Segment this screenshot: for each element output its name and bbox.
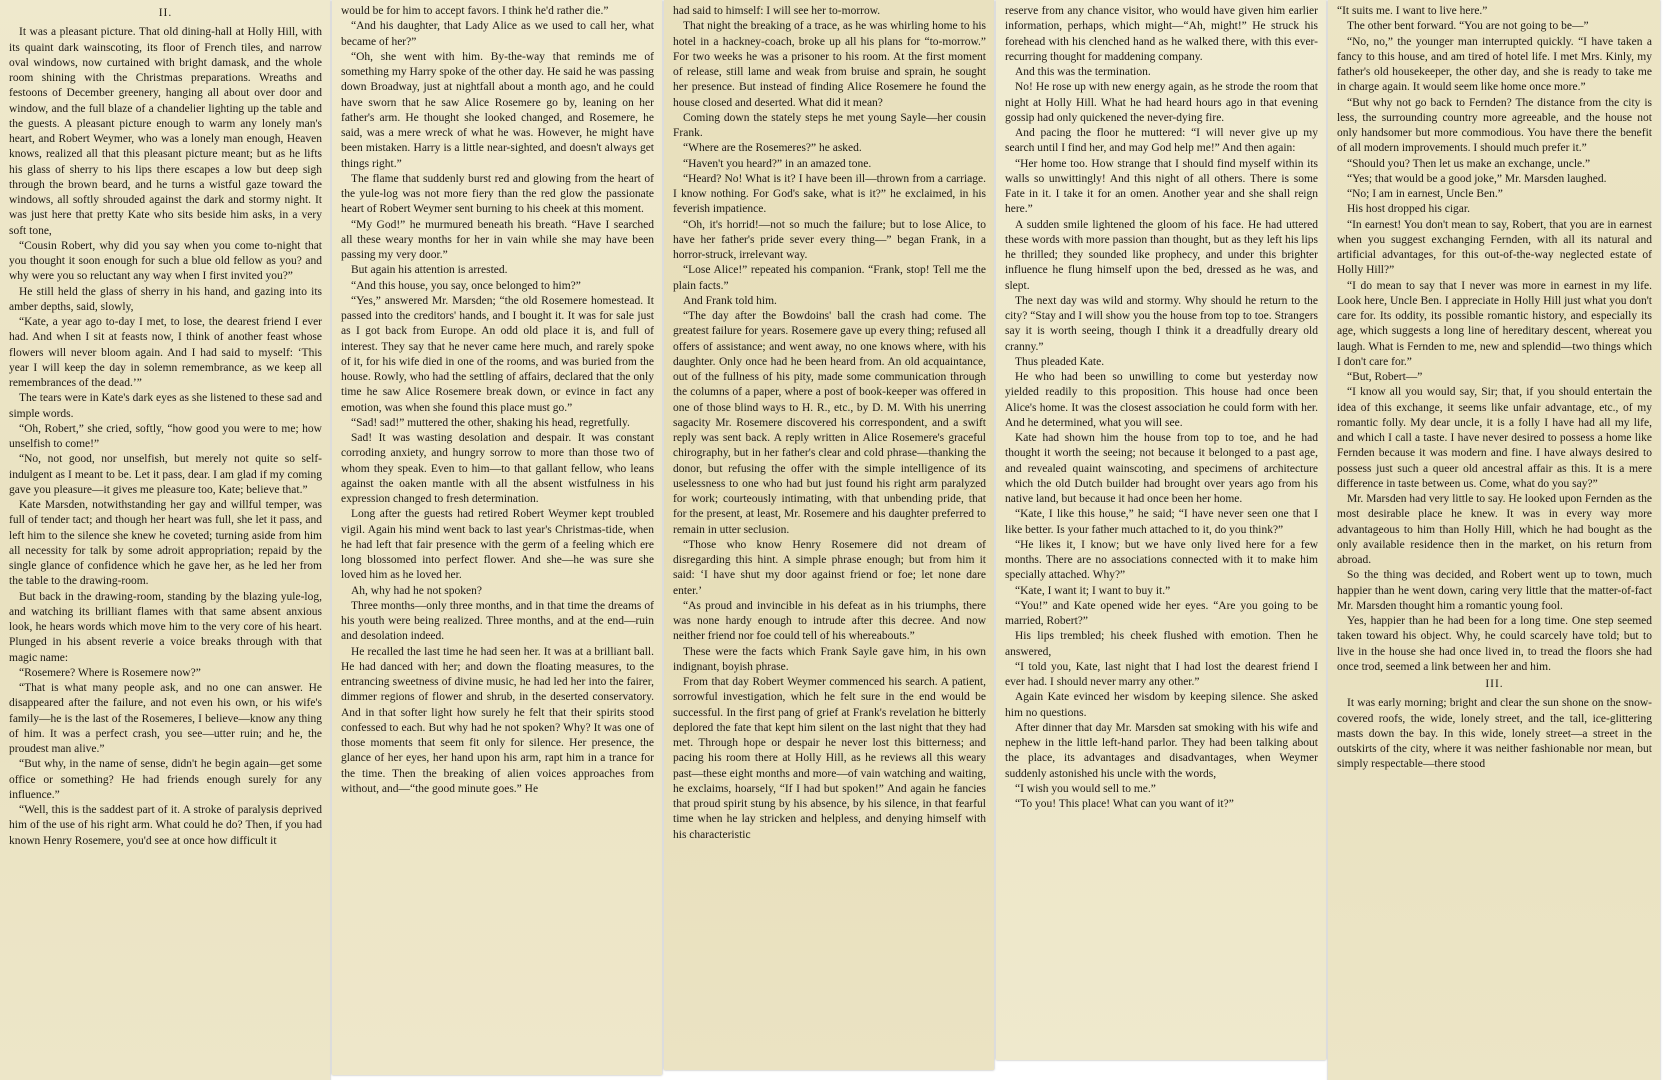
paragraph: “I know all you would say, Sir; that, if you should entertain the idea of this exchange, it seems like unfair advantage, etc., of my romantic folly. My dear uncle, it is a folly I have had all my life, and which I call a taste. I have never desired to possess a home like Fernden because it was modern and fine. I have always desired to possess just such a queer old ancestral affair as this. It is a mere difference in taste between us. Come, what do you say?” [1337, 386, 1652, 490]
paragraph: “But why not go back to Fernden? The distance from the city is less, the surrounding country more agreeable, and the house not only handsomer but more commodious. You have there the benefit of all modern improvements. I should much prefer it.” [1337, 96, 1652, 155]
paragraph: These were the facts which Frank Sayle gave him, in his own indignant, boyish phrase. [673, 645, 986, 673]
paragraph: “Her home too. How strange that I should find myself within its walls so unwittingly! And this night of all others. There is some Fate in it. I take it for an omen. Another year and she shall reign here.” [1005, 157, 1318, 216]
paragraph: “I wish you would sell to me.” [1015, 782, 1156, 795]
paragraph: “It suits me. I want to live here.” [1337, 5, 1488, 17]
paragraph: “Lose Alice!” repeated his companion. “Frank, stop! Tell me the plain facts.” [673, 264, 986, 292]
paragraph: His lips trembled; his cheek flushed with emotion. Then he answered, [1005, 630, 1318, 658]
paragraph: “The day after the Bowdoins' ball the crash had come. The greatest failure for years. Rosemere gave up every thing; refused all offers of assistance; and went away, no one knows where, with his daughter. Only once had he been heard from. An old acquaintance, out of the fullness of his pity, made some communication through the columns of a paper, where a post of book-keeper was offered in one of those blind ways to H. R., etc., by D. M. With his unerring sagacity Mr. Rosemere discovered his correspondent, and a swift reply was sent back. A reply written in Alice Rosemere's graceful chirography, but in her father's clear and cold phrase—thanking the donor, but refusing the offer with the simple intelligence of its uselessness to one who had but just found his right arm paralyzed for work; courteously intimating, with that unbending pride, that for the present, at least, Mr. Rosemere and his daughter preferred to remain in utter seclusion. [673, 310, 986, 536]
paragraph: So the thing was decided, and Robert went up to town, much happier than he went down, caring very little that the matter-of-fact Mr. Marsden thought him a romantic young fool. [1337, 569, 1652, 612]
paragraph: But back in the drawing-room, standing by the blazing yule-log, and watching its brilliant flames with that same absent anxious look, he hears words which move him to the very core of his heart. Plunged in his absent reverie a voice breaks through with that magic name: [9, 590, 322, 664]
paragraph: Thus pleaded Kate. [1015, 355, 1105, 368]
paragraph: “Haven't you heard?” in an amazed tone. [683, 157, 872, 170]
paragraph: Sad! It was wasting desolation and despair. It was constant corroding anxiety, and hungry sorrow to more than those two of whom they speak. Even to him—to that gallant fellow, who leans against the oaken mantle with all the absent wistfulness in his expression changed to fresh determination. [341, 432, 654, 505]
paragraph: “But, Robert—” [1347, 371, 1423, 383]
paragraph: That night the breaking of a trace, as he was whirling home to his hotel in a hackney-coach, broke up all his plans for “to-morrow.” For two weeks he was a prisoner to his room. At the first moment of release, still lame and weak from bruise and sprain, he sought her presence. But instead of finding Alice Rosemere he found the house closed and deserted. What did it mean? [673, 20, 986, 109]
paragraph: “Oh, she went with him. By-the-way that reminds me of something my Harry spoke of the other day. He said he was passing down Broadway, just at nightfall about a month ago, and he could have sworn that he saw Alice Rosemere go by, leaning on her father's arm. He thought she looked changed, and Rosemere, he said, was a mere wreck of what he was. However, he might have been mistaken. Harry is a little near-sighted, and doesn't always get things right.” [341, 50, 654, 170]
paragraph: Kate had shown him the house from top to toe, and he had thought it worth the seeing; not because it belonged to a past age, and revealed quaint wainscoting, and specimens of architecture which the old Dutch builder had brought over years ago from his native land, but because it had once been her home. [1005, 432, 1318, 505]
paragraph: “No, not good, nor unselfish, but merely not quite so self-indulgent as I meant to be. Let it pass, dear. I am glad if my coming gave you pleasure—it gives me pleasure too, Kate; believe that.” [9, 453, 322, 496]
paragraph: He still held the glass of sherry in his hand, and gazing into its amber depths, said, slowly, [9, 285, 322, 313]
paragraph: Mr. Marsden had very little to say. He looked upon Fernden as the most desirable place he knew. It was in every way more advantageous to him than Holly Hill, which he had bought as the only available residence then in the market, on his return from abroad. [1337, 493, 1652, 566]
paragraph: had said to himself: I will see her to-morrow. [673, 5, 881, 17]
paragraph: The other bent forward. “You are not going to be—” [1347, 20, 1589, 33]
paragraph: The flame that suddenly burst red and glowing from the heart of the yule-log was not more fiery than the red glow the passionate heart of Robert Weymer sent burning to his cheek at this moment. [341, 172, 654, 216]
paragraph: It was a pleasant picture. That old dining-hall at Holly Hill, with its quaint dark wainscoting, its floor of French tiles, and narrow oval windows, now curtained with bright damask, and the whole room shining with the Christmas preparations. Wreaths and festoons of December greenery, hanging all about over door and window, and the full blaze of a chandelier lighting up the table and the guests. A pleasant picture enough to warm any lonely man's heart, and Robert Weymer, who was a lonely man enough, Heaven knows, realized all that this pleasant picture meant; but as he lifts his glass of sherry to his lips there escapes a low but deep sigh through the brown beard, and he turns a wistful gaze toward the windows, all softly shrouded against the dark and stormy night. It was just here that pretty Kate who sits beside him asks, in a very soft tone, [9, 26, 322, 237]
paragraph: Ah, why had he not spoken? [351, 584, 482, 597]
column-strip-2 [332, 0, 662, 1075]
paragraph: “Yes; that would be a good joke,” Mr. Marsden laughed. [1347, 172, 1607, 185]
paragraph: “Sad! sad!” muttered the other, shaking his head, regretfully. [351, 416, 630, 429]
paragraph: And this was the termination. [1015, 66, 1151, 78]
paragraph: “And his daughter, that Lady Alice as we used to call her, what became of her?” [341, 20, 654, 48]
paragraph: “Oh, Robert,” she cried, softly, “how good you were to me; how unselfish to come!” [9, 422, 322, 450]
paragraph: “That is what many people ask, and no one can answer. He disappeared after the failure, and not even his own, or his wife's family—he is the last of the Rosemeres, I believe—know any thing of him. It was a perfect crash, you see—utter ruin; and he, the proudest man alive.” [9, 682, 322, 755]
paragraph: would be for him to accept favors. I think he'd rather die.” [341, 5, 609, 17]
paragraph: Long after the guests had retired Robert Weymer kept troubled vigil. Again his mind went back to last year's Christmas-tide, when he had left that fair presence with the germ of a feeling which ere long blossomed into perfect flower. And she—he was sure she loved him as he loved her. [341, 508, 654, 582]
paragraph: The next day was wild and stormy. Why should he return to the city? “Stay and I will show you the house from top to toe. Strangers say it is worth seeing, though I think it a dreadfully dreary old cranny.” [1005, 294, 1318, 353]
column-strip-3 [664, 0, 994, 1070]
paragraph: Yes, happier than he had been for a long time. One step seemed taken toward his object. Why, he could scarcely have told; but to live in the house she had once lived in, to tread the floors she had once trod, seemed a link between her and him. [1337, 615, 1652, 673]
paragraph: The tears were in Kate's dark eyes as she listened to these sad and simple words. [9, 392, 322, 420]
paragraph: “Cousin Robert, why did you say when you come to-night that you thought it soon enough for such a blue old fellow as you? and why were you so reluctant any way when I first invited you?” [9, 239, 322, 283]
paragraph: “Well, this is the saddest part of it. A stroke of paralysis deprived him of the use of his right arm. What could he do? Then, if you had known Henry Rosemere, you'd see at once how difficult it [9, 804, 322, 847]
paragraph: reserve from any chance visitor, who would have given him earlier information, perhaps, which might—“Ah, might!” He struck his forehead with his clenched hand as he walked there, with this ever-recurring thought for maddening company. [1005, 5, 1318, 63]
paragraph: “I do mean to say that I never was more in earnest in my life. Look here, Uncle Ben. I appreciate in Holly Hill just what you don't care for. Its oddity, its possible romantic history, and especially its age, which suggests a long line of hereditary descent, whereat you laugh. What is Fernden to me, new and splendid—two things which I don't care for.” [1337, 279, 1652, 368]
paragraph: Kate Marsden, notwithstanding her gay and willful temper, was full of tender tact; and though her heart was full, she let it pass, and left him to the silence she knew he coveted; turning aside from him all necessity for talk by some adroit appropriation; repaid by the single glance of confidence which he gave her, as he led her from the table to the drawing-room. [9, 499, 322, 588]
paragraph: “No; I am in earnest, Uncle Ben.” [1347, 188, 1503, 200]
paragraph: “Where are the Rosemeres?” he asked. [683, 142, 862, 155]
paragraph: From that day Robert Weymer commenced his search. A patient, sorrowful investigation, which he felt sure in the end would be successful. In the first pang of grief at Frank's revelation he bitterly deplored the fate that kept him silent on the last night that they had met. Through hope or despair he never lost this bitterness; and pacing his room there at Holly Hill, as he reviews all this weary past—these eight months and more—of vain watching and waiting, he exclaims, hoarsely, “If I had but spoken!” And again he fancies that proud spirit stung by his absence, by his silence, in that fearful time when he lay stricken and helpless, and denying himself with his characteristic [673, 676, 986, 841]
paragraph: “Should you? Then let us make an exchange, uncle.” [1347, 157, 1591, 170]
column-strip-5 [1328, 0, 1660, 1080]
paragraph: “But why, in the name of sense, didn't he begin again—get some office or something? He had friends enough surely for any influence.” [9, 758, 322, 801]
paragraph: And Frank told him. [683, 294, 777, 307]
paragraph: No! He rose up with new energy again, as he strode the room that night at Holly Hill. What he had heard hours ago in that evening gossip had only quickened the never-dying fire. [1005, 81, 1318, 124]
paragraph: “Yes,” answered Mr. Marsden; “the old Rosemere homestead. It passed into the creditors' hands, and I bought it. It was for sale just as I got back from Europe. An odd old place it is, and full of interest. They say that he never came here much, and rarely spoke of it, for his wife died in one of the rooms, and was buried from the house. Rowly, who had the settling of affairs, declared that the only time he saw Alice Rosemere break down, or evince in fact any emotion, was when she found this place must go.” [341, 294, 654, 414]
paragraph: “As proud and invincible in his defeat as in his triumphs, there was none hardy enough to intrude after this decree. And now neither friend nor foe could tell of his whereabouts.” [673, 599, 986, 643]
paragraph: It was early morning; bright and clear the sun shone on the snow-covered roofs, the wide, lonely street, and the tall, ice-glittering masts down the bay. In this wide, lonely street—a street in the outskirts of the city, where it was neither fashionable nor mean, but simply respectable—there stood [1337, 697, 1652, 771]
paragraph: He who had been so unwilling to come but yesterday now yielded readily to this proposition. This house had once been Alice's home. It was the closest association he could form with her. And he determined, what you will see. [1005, 371, 1318, 429]
paragraph: “He likes it, I know; but we have only lived here for a few months. There are no associations connected with it to make him specially attached. Why?” [1005, 538, 1318, 582]
paragraph: His host dropped his cigar. [1347, 203, 1470, 216]
paragraph: Three months—only three months, and in that time the dreams of his youth were being realized. Three months, and at the end—ruin and desolation indeed. [341, 599, 654, 643]
paragraph: “Heard? No! What is it? I have been ill—thrown from a carriage. I know nothing. For God's sake, what is it?” he exclaimed, in his feverish impatience. [673, 172, 986, 216]
paragraph: Again Kate evinced her wisdom by keeping silence. She asked him no questions. [1005, 691, 1318, 719]
paragraph: A sudden smile lightened the gloom of his face. He had uttered these words with more passion than thought, but as they left his lips he thrilled; they sounded like prophecy, and under this brighter influence he flung himself upon the bed, dressed as he was, and slept. [1005, 218, 1318, 292]
paragraph: “In earnest! You don't mean to say, Robert, that you are in earnest when you suggest exchanging Fernden, with all its natural and artificial advantages, for this out-of-the-way neglected estate of Holly Hill?” [1337, 218, 1652, 277]
paragraph: “Kate, a year ago to-day I met, to lose, the dearest friend I ever had. And when I sit at feasts now, I think of another feast whose flowers will never bloom again. And I had said to myself: ‘This year I will keep the day in solemn remembrance, as we keep all remembrances of the dead.’” [9, 316, 322, 389]
section-heading: III. [1485, 678, 1504, 690]
paragraph: He recalled the last time he had seen her. It was at a brilliant ball. He had danced with her; and down the floating measures, to the entrancing sweetness of divine music, he had led her into the fairer, dimmer regions of flower and shrub, in the deserted conservatory. And in that softer light how surely he felt that their spirits stood confessed to each. But why had he not spoken? Why? It was one of those moments that seem fit only for silence. Her presence, the glance of her eyes, her hand upon his arm, rapt him in a trance for the time. Then the breaking of alien voices approaches from without, and—“the good minute goes.” He [341, 645, 654, 795]
paragraph: “I told you, Kate, last night that I had lost the dearest friend I ever had. I should never marry any other.” [1005, 660, 1318, 688]
paragraph: “No, no,” the younger man interrupted quickly. “I have taken a fancy to this house, and am tired of hotel life. I met Mrs. Kinly, my father's old housekeeper, the other day, and she is ready to take me in charge again. It would seem like home once more.” [1337, 35, 1652, 94]
paragraph: “You!” and Kate opened wide her eyes. “Are you going to be married, Robert?” [1005, 599, 1318, 627]
paragraph: And pacing the floor he muttered: “I will never give up my search until I find her, and may God help me!” And then again: [1005, 127, 1318, 155]
paragraph: “Oh, it's horrid!—not so much the failure; but to lose Alice, to have her father's pride sever every thing—” began Frank, in a horror-struck, irrelevant way. [673, 218, 986, 261]
paragraph: “Kate, I like this house,” he said; “I have never seen one that I like better. Is your father much attached to it, do you think?” [1005, 508, 1318, 536]
paragraph: After dinner that day Mr. Marsden sat smoking with his wife and nephew in the little left-hand parlor. They had been talking about the place, its advantages and disadvantages, when Weymer suddenly astonished his uncle with the words, [1005, 721, 1318, 780]
paragraph: “Those who know Henry Rosemere did not dream of disregarding this hint. A simple phrase enough; but from him it said: ‘I have shut my door against friend or foe; let none dare enter.’ [673, 538, 986, 597]
paragraph: “Rosemere? Where is Rosemere now?” [19, 666, 201, 679]
paragraph: But again his attention is arrested. [351, 264, 508, 277]
column-strip-4 [996, 0, 1326, 1060]
paragraph: “Kate, I want it; I want to buy it.” [1015, 584, 1171, 597]
paragraph: “To you! This place! What can you want of it?” [1015, 798, 1234, 810]
column-strip-1 [0, 0, 330, 1080]
paragraph: Coming down the stately steps he met young Sayle—her cousin Frank. [673, 111, 986, 139]
section-heading: II. [158, 7, 173, 19]
paragraph: “And this house, you say, once belonged to him?” [351, 279, 581, 292]
paragraph: “My God!” he murmured beneath his breath. “Have I searched all these weary months for her in vain while she may have been passing my very door.” [341, 218, 654, 261]
